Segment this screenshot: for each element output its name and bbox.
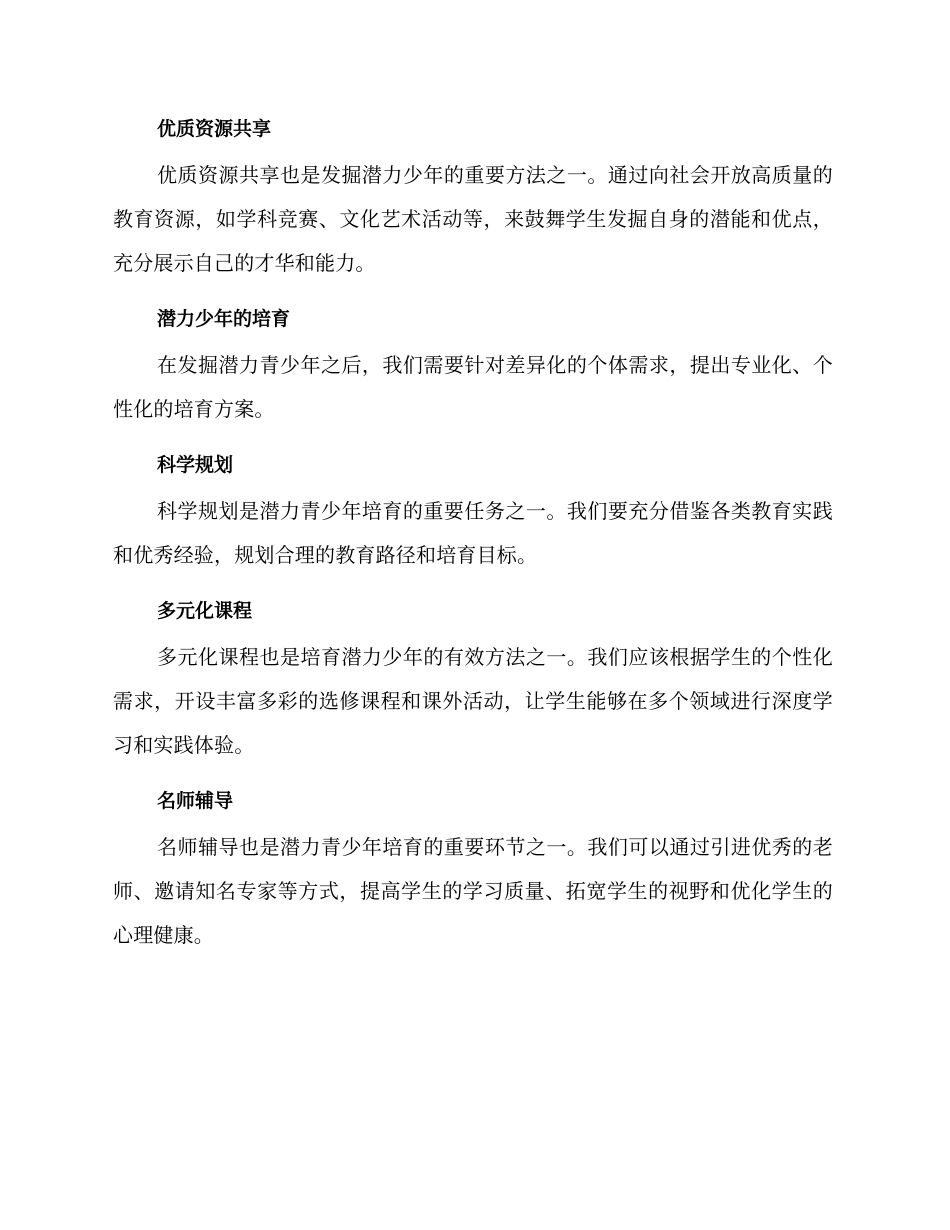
section-heading-resource-sharing: 优质资源共享 <box>157 118 272 140</box>
document-page <box>113 109 833 971</box>
section-heading-mentor-guidance: 名师辅导 <box>157 790 234 812</box>
section-body-scientific-planning: 科学规划是潜力青少年培育的重要任务之一。我们要充分借鉴各类教育实践和优秀经验，规划合理的教育路径和培育目标。 <box>113 499 833 567</box>
section-body-diverse-courses: 多元化课程也是培育潜力少年的有效方法之一。我们应该根据学生的个性化需求，开设丰富多彩的选修课程和课外活动，让学生能够在多个领域进行深度学习和实践体验。 <box>113 645 833 757</box>
section-body-resource-sharing: 优质资源共享也是发掘潜力少年的重要方法之一。通过向社会开放高质量的教育资源，如学科竞赛、文化艺术活动等，来鼓舞学生发掘自身的潜能和优点，充分展示自己的才华和能力。 <box>113 163 833 275</box>
section-body-cultivation: 在发掘潜力青少年之后，我们需要针对差异化的个体需求，提出专业化、个性化的培育方案。 <box>113 353 833 421</box>
section-heading-cultivation: 潜力少年的培育 <box>157 308 291 330</box>
section-heading-scientific-planning: 科学规划 <box>157 454 234 476</box>
section-heading-diverse-courses: 多元化课程 <box>157 600 253 622</box>
section-body-mentor-guidance: 名师辅导也是潜力青少年培育的重要环节之一。我们可以通过引进优秀的老师、邀请知名专家等方式，提高学生的学习质量、拓宽学生的视野和优化学生的心理健康。 <box>113 835 833 947</box>
